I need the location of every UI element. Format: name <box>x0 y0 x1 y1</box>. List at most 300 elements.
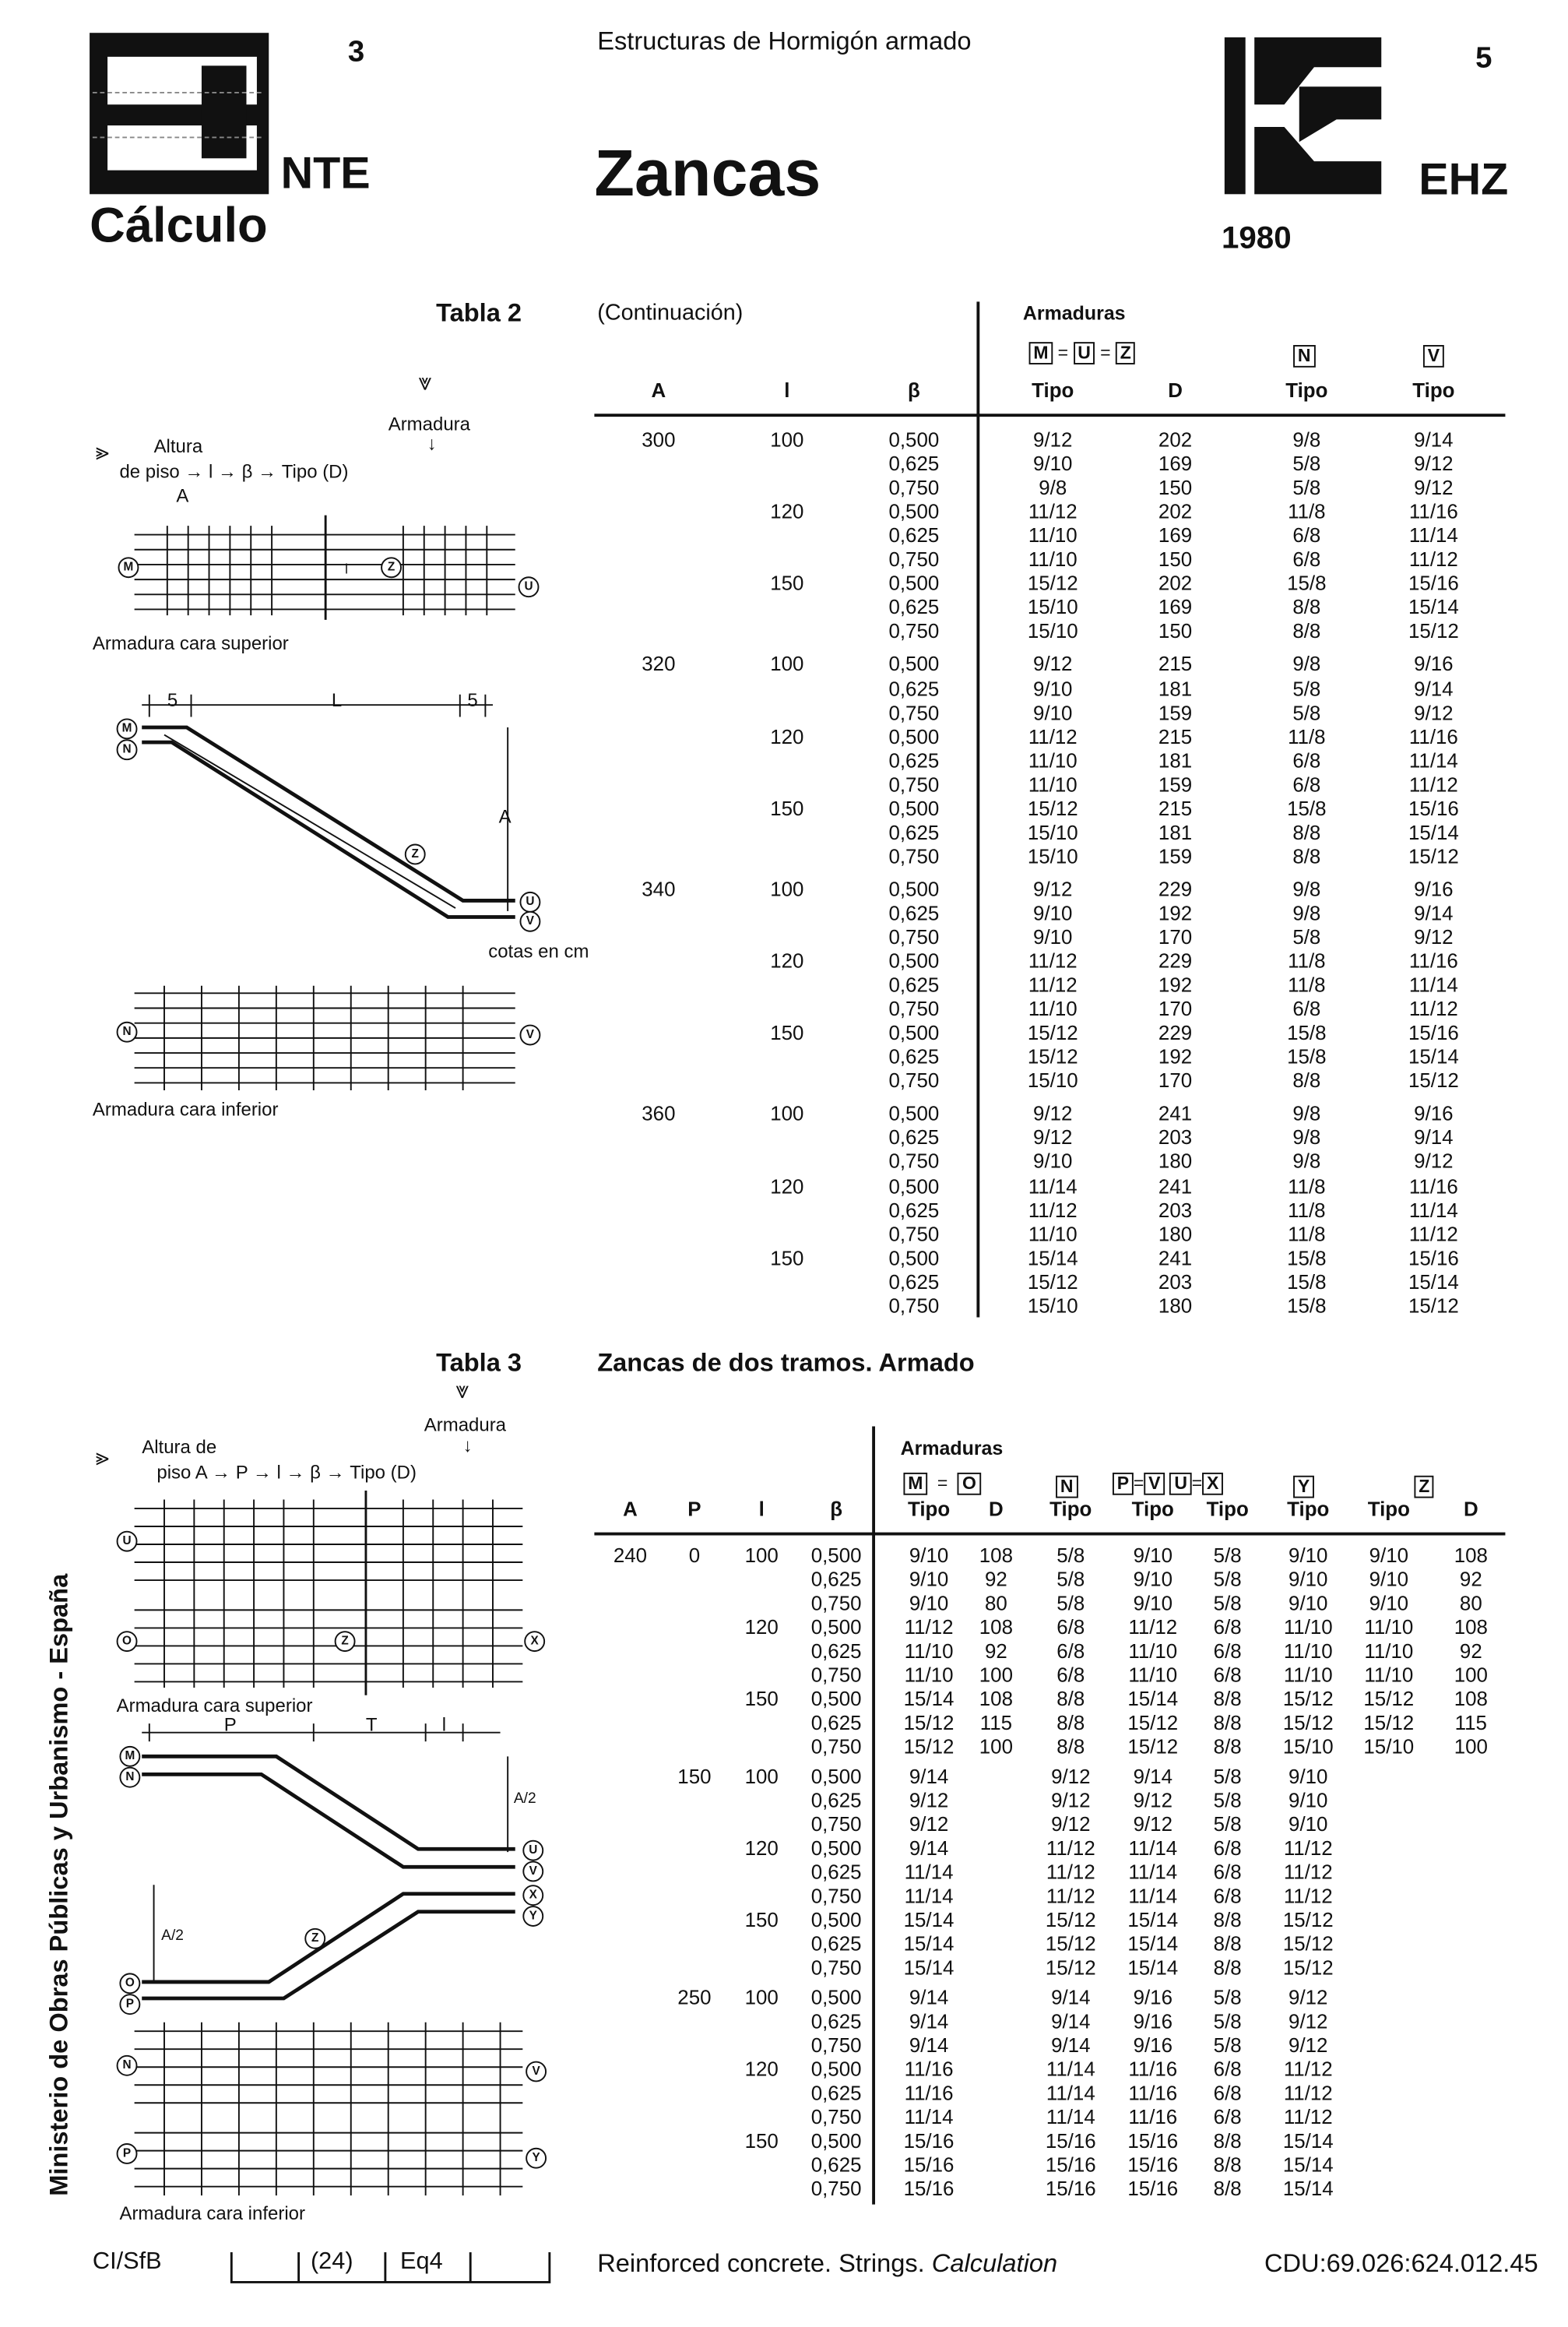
footer-description <box>597 2249 1057 2279</box>
cell-mo-tipo: 9/10 <box>909 1592 949 1615</box>
cell-l: 150 <box>770 797 804 820</box>
cell-mo-tipo: 9/14 <box>909 2034 949 2057</box>
cell-beta: 0,625 <box>888 1199 940 1221</box>
t2-inf-caption: Armadura cara inferior <box>92 1099 279 1121</box>
t3-armadura-label: Armadura <box>424 1414 507 1436</box>
cell-d: 202 <box>1158 500 1193 523</box>
cell-mo-tipo: 9/10 <box>909 1568 949 1591</box>
cell-ux-tipo: 5/8 <box>1213 1544 1242 1567</box>
t2-armadura-label: Armadura <box>388 414 470 435</box>
bar-circle-n: N <box>117 739 138 760</box>
cell-mo-tipo: 15/12 <box>903 1711 955 1734</box>
cell-v-tipo: 15/14 <box>1408 1270 1459 1294</box>
cell-v-tipo: 9/14 <box>1414 677 1454 700</box>
cell-ux-tipo: 6/8 <box>1213 1663 1242 1687</box>
cell-muz-tipo: 11/12 <box>1028 725 1078 748</box>
cell-v-tipo: 9/12 <box>1414 1150 1454 1174</box>
cell-d: 100 <box>979 1663 1013 1687</box>
cell-v-tipo: 11/12 <box>1408 773 1458 796</box>
cell-pv-tipo: 15/16 <box>1127 2177 1179 2200</box>
bar-circle-v: V <box>522 1861 543 1882</box>
cell-ux-tipo: 5/8 <box>1213 1568 1242 1591</box>
cell-beta: 0,750 <box>888 1294 940 1318</box>
cell-beta: 0,500 <box>888 1022 940 1044</box>
t2-flow-label: Altura <box>153 435 203 457</box>
cell-d: 169 <box>1158 596 1193 619</box>
cell-mo-tipo: 9/14 <box>909 2010 949 2033</box>
cell-muz-tipo: 9/12 <box>1033 428 1073 452</box>
column-header-n-tipo: Tipo <box>1285 379 1328 402</box>
cell-mo-tipo: 11/10 <box>904 1639 954 1663</box>
cell-muz-tipo: 9/10 <box>1033 926 1073 949</box>
bar-circle-z: Z <box>304 1928 325 1949</box>
bar-circle-u: U <box>519 892 540 913</box>
cell-pv-tipo: 9/14 <box>1133 1765 1172 1788</box>
cell-d: 215 <box>1158 725 1193 748</box>
cell-d: 150 <box>1158 548 1193 572</box>
t3-stair-section-diagram <box>142 1723 515 1998</box>
cell-d: 229 <box>1158 1022 1193 1044</box>
cell-beta: 0,500 <box>888 1102 940 1125</box>
cell-v-tipo: 15/14 <box>1408 1045 1459 1068</box>
cell-muz-tipo: 15/14 <box>1027 1246 1078 1269</box>
cell-v-tipo: 11/12 <box>1408 1222 1458 1245</box>
cell-mo-tipo: 15/16 <box>903 2129 955 2153</box>
cell-ux-tipo: 5/8 <box>1213 1789 1242 1812</box>
cell-muz-tipo: 15/10 <box>1027 821 1078 844</box>
cell-n-tipo: 15/8 <box>1287 797 1327 820</box>
cell-l: 150 <box>744 2129 779 2153</box>
t2-stair-section-diagram <box>142 695 515 917</box>
cell-beta: 0,750 <box>888 548 940 572</box>
header-nte: NTE <box>280 149 371 199</box>
cell-beta: 0,500 <box>888 1246 940 1269</box>
cell-a: 300 <box>642 428 676 452</box>
cell-y-tipo: 9/12 <box>1289 2010 1328 2033</box>
cell-d: 180 <box>1158 1294 1193 1318</box>
cell-d: 108 <box>979 1616 1013 1639</box>
equals: = <box>937 1472 948 1494</box>
cell-d: 92 <box>984 1639 1007 1663</box>
table3-label: Tabla 3 <box>436 1348 522 1378</box>
cell-d: 92 <box>984 1568 1007 1591</box>
cell-v-tipo: 15/12 <box>1408 620 1459 643</box>
header-code: EHZ <box>1419 155 1509 205</box>
bar-u: U <box>1074 342 1095 364</box>
column-header-a: A <box>651 379 666 402</box>
cell-muz-tipo: 15/12 <box>1027 1022 1078 1044</box>
cell-beta: 0,500 <box>888 878 940 901</box>
cell-d: 192 <box>1158 902 1193 924</box>
cell-beta: 0,750 <box>888 1069 940 1093</box>
cell-mo-tipo: 11/10 <box>904 1663 954 1687</box>
column-header-d: D <box>1168 379 1183 402</box>
cell-n-tipo: 15/8 <box>1287 1270 1327 1294</box>
footer-cisfb-boxes <box>231 2252 550 2282</box>
footer-desc-italic: Calculation <box>931 2249 1058 2278</box>
cell-n-tipo: 9/12 <box>1051 1813 1091 1836</box>
cell-muz-tipo: 11/10 <box>1028 773 1078 796</box>
cell-beta: 0,625 <box>888 524 940 547</box>
cell-y-tipo: 11/10 <box>1283 1663 1333 1687</box>
cell-muz-tipo: 11/12 <box>1028 1199 1078 1221</box>
cell-ux-tipo: 8/8 <box>1213 1932 1242 1956</box>
t2-dim-5a: 5 <box>167 690 178 711</box>
cell-beta: 0,500 <box>810 1765 862 1788</box>
t2-cotas: cotas en cm <box>488 941 589 963</box>
cell-n-tipo: 15/8 <box>1287 1246 1327 1269</box>
cell-n-tipo: 15/16 <box>1045 2129 1096 2153</box>
cell-beta: 0,750 <box>888 701 940 724</box>
cell-z-tipo: 9/10 <box>1369 1544 1409 1567</box>
cell-beta: 0,500 <box>810 1836 862 1860</box>
cell-n-tipo: 15/12 <box>1045 1932 1096 1956</box>
cell-n-tipo: 11/8 <box>1288 949 1326 973</box>
cell-beta: 0,750 <box>810 2034 862 2057</box>
cell-n-tipo: 11/14 <box>1046 2082 1095 2105</box>
cell-p: 250 <box>677 1986 712 2009</box>
t2-bottom-reinforcement-diagram <box>135 986 515 1090</box>
cell-beta: 0,750 <box>888 845 940 868</box>
column-header-n-tipo: Tipo <box>1049 1498 1092 1521</box>
cell-mo-tipo: 9/12 <box>909 1813 949 1836</box>
cell-d: 241 <box>1158 1102 1193 1125</box>
cell-pv-tipo: 11/14 <box>1128 1861 1178 1884</box>
bar-z: Z <box>1414 1476 1434 1498</box>
cell-l: 100 <box>770 653 804 676</box>
cell-pv-tipo: 11/14 <box>1128 1836 1178 1860</box>
cell-d: 150 <box>1158 476 1193 499</box>
cell-beta: 0,500 <box>810 1986 862 2009</box>
equals: = <box>1133 1472 1144 1494</box>
cell-beta: 0,750 <box>810 1735 862 1758</box>
cell-beta: 0,500 <box>810 1616 862 1639</box>
cell-d: 159 <box>1158 845 1193 868</box>
t3-dim-t: T <box>365 1714 378 1736</box>
header-subject: Estructuras de Hormigón armado <box>597 26 972 55</box>
cell-ux-tipo: 6/8 <box>1213 2058 1242 2081</box>
column-header-l: l <box>758 1498 765 1521</box>
cell-n-tipo: 5/8 <box>1292 701 1321 724</box>
cell-l: 120 <box>744 1836 779 1860</box>
cell-pv-tipo: 15/14 <box>1127 1688 1179 1710</box>
t3-dim-a2-upper: A/2 <box>513 1790 536 1808</box>
table2-label: Tabla 2 <box>436 298 522 327</box>
cell-beta: 0,750 <box>810 2177 862 2200</box>
cell-muz-tipo: 9/12 <box>1033 878 1073 901</box>
cell-beta: 0,750 <box>888 998 940 1021</box>
table3-armaduras: Armaduras <box>900 1436 1004 1459</box>
cell-l: 120 <box>770 500 804 523</box>
cell-pv-tipo: 15/12 <box>1127 1735 1179 1758</box>
bar-x: X <box>1202 1473 1223 1495</box>
t2-dim-a: A <box>498 806 512 828</box>
bar-circle-z: Z <box>335 1631 356 1652</box>
cell-l: 120 <box>770 949 804 973</box>
table3-bar-n <box>1056 1473 1078 1500</box>
cell-y-tipo: 9/10 <box>1289 1813 1328 1836</box>
cell-n-tipo: 5/8 <box>1292 452 1321 475</box>
table2-bar-n <box>1293 342 1315 369</box>
cell-beta: 0,625 <box>888 821 940 844</box>
bar-v: V <box>1423 345 1444 368</box>
cell-z-tipo: 15/12 <box>1363 1711 1415 1734</box>
cell-l: 150 <box>770 572 804 595</box>
cell-muz-tipo: 11/12 <box>1028 973 1078 997</box>
cell-beta: 0,750 <box>888 773 940 796</box>
t3-down-marker: ⩔ <box>455 1378 469 1404</box>
cell-ux-tipo: 5/8 <box>1213 1986 1242 2009</box>
cell-n-tipo: 9/14 <box>1051 2010 1091 2033</box>
cell-z-d: 108 <box>1454 1544 1488 1567</box>
cell-n-tipo: 6/8 <box>1292 773 1321 796</box>
cell-d: 215 <box>1158 653 1193 676</box>
cell-beta: 0,625 <box>888 596 940 619</box>
cell-v-tipo: 15/14 <box>1408 821 1459 844</box>
column-header-l: l <box>784 379 790 402</box>
bar-circle-m: M <box>117 718 138 739</box>
t3-dim-a2-lower: A/2 <box>161 1927 184 1945</box>
t3-top-reinforcement-diagram <box>135 1491 523 1695</box>
cell-pv-tipo: 11/12 <box>1128 1616 1178 1639</box>
cell-v-tipo: 9/16 <box>1414 878 1454 901</box>
bar-o: O <box>958 1473 980 1495</box>
cell-pv-tipo: 11/10 <box>1128 1663 1178 1687</box>
cell-n-tipo: 6/8 <box>1056 1639 1085 1663</box>
cell-d: 181 <box>1158 677 1193 700</box>
cell-beta: 0,750 <box>810 1956 862 1980</box>
cell-y-tipo: 9/10 <box>1289 1568 1328 1591</box>
cell-v-tipo: 11/16 <box>1408 725 1458 748</box>
bar-m: M <box>903 1473 927 1495</box>
cell-n-tipo: 8/8 <box>1056 1735 1085 1758</box>
cell-n-tipo: 8/8 <box>1292 821 1321 844</box>
cell-d: 203 <box>1158 1126 1193 1149</box>
equals: = <box>1191 1472 1203 1494</box>
t2-l-mark: l <box>345 562 348 577</box>
cell-v-tipo: 9/12 <box>1414 926 1454 949</box>
column-header-y-tipo: Tipo <box>1287 1498 1330 1521</box>
cell-muz-tipo: 15/12 <box>1027 1270 1078 1294</box>
cell-muz-tipo: 15/10 <box>1027 1069 1078 1093</box>
cell-v-tipo: 11/16 <box>1408 949 1458 973</box>
table2-armaduras: Armaduras <box>1022 301 1126 325</box>
bar-circle-m: M <box>118 557 139 578</box>
t3-chevron-icon: ⪢ <box>95 1445 110 1472</box>
bar-circle-z: Z <box>381 557 402 578</box>
equals: = <box>1100 342 1111 364</box>
equals: = <box>1057 342 1069 364</box>
cell-pv-tipo: 9/10 <box>1133 1592 1172 1615</box>
cell-v-tipo: 9/12 <box>1414 452 1454 475</box>
column-header-z-tipo: Tipo <box>1367 1498 1410 1521</box>
cell-n-tipo: 9/12 <box>1051 1789 1091 1812</box>
t2-down-marker: ⩔ <box>418 370 432 396</box>
cell-n-tipo: 5/8 <box>1056 1568 1085 1591</box>
footer-box-eq4: Eq4 <box>400 2249 443 2275</box>
cell-v-tipo: 15/16 <box>1408 1022 1459 1044</box>
cell-muz-tipo: 11/10 <box>1028 749 1078 772</box>
bar-p: P <box>1113 1473 1134 1495</box>
cell-d: 159 <box>1158 773 1193 796</box>
cell-n-tipo: 8/8 <box>1056 1711 1085 1734</box>
cell-mo-tipo: 15/14 <box>903 1956 955 1980</box>
cell-l: 150 <box>744 1688 779 1710</box>
t2-chevron-icon: ⪢ <box>95 440 110 466</box>
cell-n-tipo: 11/8 <box>1288 1199 1326 1221</box>
cell-mo-tipo: 11/14 <box>904 1861 954 1884</box>
cell-mo-tipo: 15/12 <box>903 1735 955 1758</box>
cell-n-tipo: 9/8 <box>1292 1126 1321 1149</box>
bar-circle-v: V <box>519 911 540 932</box>
cell-n-tipo: 9/8 <box>1292 902 1321 924</box>
cell-n-tipo: 15/8 <box>1287 1294 1327 1318</box>
cell-l: 100 <box>770 1102 804 1125</box>
column-header-d: D <box>989 1498 1004 1521</box>
cell-beta: 0,750 <box>888 1150 940 1174</box>
cell-n-tipo: 15/8 <box>1287 1045 1327 1068</box>
cell-ux-tipo: 6/8 <box>1213 1836 1242 1860</box>
cell-mo-tipo: 9/12 <box>909 1789 949 1812</box>
cell-y-tipo: 15/12 <box>1282 1711 1334 1734</box>
cell-d: 170 <box>1158 1069 1193 1093</box>
cell-n-tipo: 9/14 <box>1051 2034 1091 2057</box>
cell-muz-tipo: 9/12 <box>1033 1102 1073 1125</box>
cell-muz-tipo: 11/10 <box>1028 998 1078 1021</box>
bar-circle-n: N <box>119 1767 140 1788</box>
cell-n-tipo: 9/8 <box>1292 1102 1321 1125</box>
cell-ux-tipo: 8/8 <box>1213 1908 1242 1931</box>
cell-n-tipo: 9/12 <box>1051 1765 1091 1788</box>
bar-circle-n: N <box>117 2055 138 2076</box>
bar-v: V <box>1144 1473 1165 1495</box>
bar-circle-p: P <box>119 1994 140 2015</box>
cell-muz-tipo: 9/10 <box>1033 701 1073 724</box>
cell-beta: 0,625 <box>810 1861 862 1884</box>
cell-y-tipo: 15/14 <box>1282 2153 1334 2177</box>
cell-mo-tipo: 9/14 <box>909 1836 949 1860</box>
cell-n-tipo: 9/14 <box>1051 1986 1091 2009</box>
cell-beta: 0,500 <box>810 2129 862 2153</box>
footer-cisfb: CI/SfB <box>92 2249 162 2275</box>
cell-v-tipo: 11/14 <box>1408 973 1458 997</box>
cell-d: 108 <box>979 1544 1013 1567</box>
cell-pv-tipo: 15/14 <box>1127 1908 1179 1931</box>
cell-mo-tipo: 15/14 <box>903 1908 955 1931</box>
cell-y-tipo: 11/12 <box>1283 1885 1333 1908</box>
bar-n: N <box>1056 1476 1078 1498</box>
cell-y-tipo: 9/10 <box>1289 1544 1328 1567</box>
cell-beta: 0,750 <box>888 620 940 643</box>
cell-z-d: 100 <box>1454 1735 1488 1758</box>
cell-l: 100 <box>744 1765 779 1788</box>
cell-n-tipo: 8/8 <box>1056 1688 1085 1710</box>
cell-n-tipo: 9/8 <box>1292 428 1321 452</box>
cell-n-tipo: 11/8 <box>1288 1222 1326 1245</box>
cell-muz-tipo: 15/10 <box>1027 620 1078 643</box>
cell-z-tipo: 9/10 <box>1369 1592 1409 1615</box>
cell-n-tipo: 5/8 <box>1292 677 1321 700</box>
cell-muz-tipo: 9/8 <box>1039 476 1067 499</box>
cell-n-tipo: 8/8 <box>1292 620 1321 643</box>
cell-ux-tipo: 8/8 <box>1213 1688 1242 1710</box>
bar-circle-v: V <box>519 1025 540 1046</box>
cell-l: 100 <box>770 428 804 452</box>
cell-n-tipo: 15/8 <box>1287 572 1327 595</box>
page-title: Zancas <box>594 137 821 211</box>
cell-muz-tipo: 15/10 <box>1027 1294 1078 1318</box>
cell-v-tipo: 9/14 <box>1414 1126 1454 1149</box>
footer-desc-text: Reinforced concrete. Strings. <box>597 2249 925 2278</box>
table2-bar-group-muz <box>1029 342 1136 364</box>
cell-muz-tipo: 9/12 <box>1033 1126 1073 1149</box>
bar-circle-n: N <box>117 1022 138 1043</box>
cell-beta: 0,625 <box>888 1045 940 1068</box>
cell-y-tipo: 9/10 <box>1289 1789 1328 1812</box>
cell-v-tipo: 9/12 <box>1414 701 1454 724</box>
cell-muz-tipo: 11/10 <box>1028 524 1078 547</box>
cell-pv-tipo: 15/16 <box>1127 2129 1179 2153</box>
cell-beta: 0,750 <box>888 476 940 499</box>
bar-circle-o: O <box>119 1973 140 1994</box>
cell-y-tipo: 9/10 <box>1289 1592 1328 1615</box>
cell-pv-tipo: 15/12 <box>1127 1711 1179 1734</box>
table2-bar-v <box>1423 342 1444 369</box>
cell-pv-tipo: 9/16 <box>1133 2010 1172 2033</box>
cell-muz-tipo: 15/12 <box>1027 1045 1078 1068</box>
cell-beta: 0,625 <box>888 452 940 475</box>
cell-beta: 0,750 <box>810 2106 862 2128</box>
cell-pv-tipo: 15/14 <box>1127 1956 1179 1980</box>
ehz-logo <box>1225 37 1381 194</box>
cell-d: 192 <box>1158 1045 1193 1068</box>
t3-inf-caption: Armadura cara inferior <box>119 2202 305 2224</box>
cell-beta: 0,750 <box>810 1592 862 1615</box>
cell-n-tipo: 15/16 <box>1045 2153 1096 2177</box>
cell-beta: 0,625 <box>888 677 940 700</box>
cell-muz-tipo: 9/10 <box>1033 452 1073 475</box>
cell-muz-tipo: 15/10 <box>1027 845 1078 868</box>
cell-y-tipo: 11/12 <box>1283 2058 1333 2081</box>
cell-a: 320 <box>642 653 676 676</box>
cell-d: 170 <box>1158 926 1193 949</box>
cell-n-tipo: 11/14 <box>1046 2106 1095 2128</box>
cell-v-tipo: 11/14 <box>1408 749 1458 772</box>
cell-d: 241 <box>1158 1246 1193 1269</box>
t2-top-reinforcement-diagram <box>135 516 515 620</box>
cell-l: 120 <box>744 1616 779 1639</box>
cell-y-tipo: 15/14 <box>1282 2177 1334 2200</box>
cell-ux-tipo: 5/8 <box>1213 1765 1242 1788</box>
cell-d: 203 <box>1158 1270 1193 1294</box>
cell-n-tipo: 9/8 <box>1292 653 1321 676</box>
t2-flow-sequence: de piso → l → β → Tipo (D) <box>119 461 349 483</box>
cell-beta: 0,500 <box>888 949 940 973</box>
cell-ux-tipo: 8/8 <box>1213 1735 1242 1758</box>
cell-n-tipo: 11/12 <box>1046 1861 1095 1884</box>
cell-n-tipo: 6/8 <box>1056 1616 1085 1639</box>
cell-d: 229 <box>1158 878 1193 901</box>
cell-ux-tipo: 5/8 <box>1213 1813 1242 1836</box>
cell-d: 108 <box>979 1688 1013 1710</box>
cell-beta: 0,625 <box>810 1789 862 1812</box>
cell-v-tipo: 9/14 <box>1414 428 1454 452</box>
cell-mo-tipo: 15/16 <box>903 2153 955 2177</box>
t3-flow-label: Altura de <box>142 1436 217 1458</box>
header-section: Cálculo <box>90 197 268 253</box>
cell-mo-tipo: 15/16 <box>903 2177 955 2200</box>
cell-beta: 0,750 <box>810 1885 862 1908</box>
